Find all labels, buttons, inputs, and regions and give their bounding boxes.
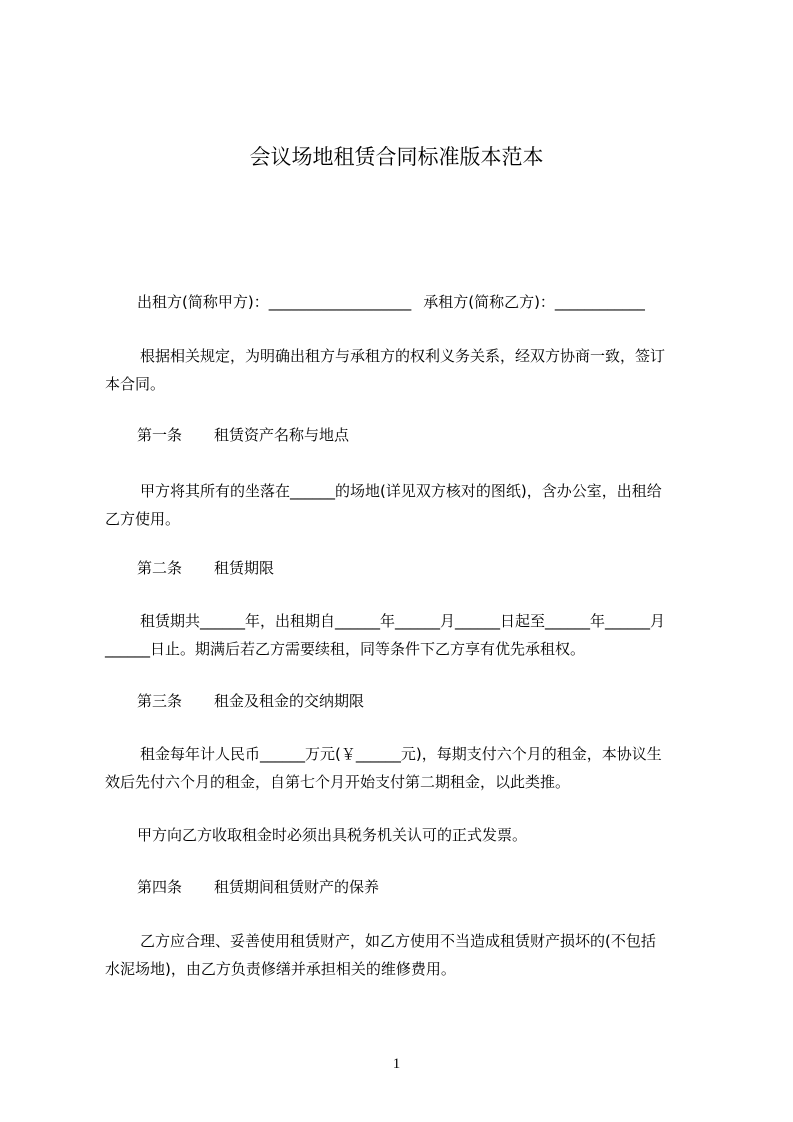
- article-4-title: 租赁期间租赁财产的保养: [214, 878, 380, 896]
- article-2-line-2: ______日止。期满后若乙方需要续租，同等条件下乙方享有优先承租权。: [105, 640, 586, 658]
- article-1-title: 租赁资产名称与地点: [214, 426, 350, 444]
- page-number: 1: [392, 1056, 401, 1072]
- parties-line: [137, 292, 645, 312]
- article-2-number: 第二条: [137, 559, 183, 577]
- lessor-field: 出租方(简称甲方)：___________________: [137, 293, 412, 311]
- article-3-line-2: 效后先付六个月的租金，自第七个月开始支付第二期租金，以此类推。: [105, 773, 571, 791]
- article-4-line-2: 水泥场地)，由乙方负责修缮并承担相关的维修费用。: [105, 960, 456, 978]
- intro-line-1: 根据相关规定，为明确出租方与承租方的权利义务关系，经双方协商一致，签订: [140, 347, 666, 365]
- document-title: 会议场地租赁合同标准版本范本: [249, 145, 544, 169]
- article-3-line-3: 甲方向乙方收取租金时必须出具税务机关认可的正式发票。: [137, 826, 528, 844]
- article-3-line-1: 租金每年计人民币______万元(￥______元)，每期支付六个月的租金，本协议生: [140, 745, 662, 763]
- article-2-title: 租赁期限: [214, 559, 275, 577]
- intro-line-2: 本合同。: [105, 375, 166, 393]
- article-4-number: 第四条: [137, 878, 183, 896]
- article-2-line-1: 租赁期共______年，出租期自______年______月______日起至______年______月: [140, 612, 666, 630]
- lessee-field: 承租方(简称乙方)：____________: [423, 293, 645, 311]
- article-1-heading: [137, 425, 349, 445]
- article-3-title: 租金及租金的交纳期限: [214, 692, 365, 710]
- article-1-line-2: 乙方使用。: [105, 510, 181, 528]
- article-4-heading: [137, 877, 379, 897]
- article-3-number: 第三条: [137, 692, 183, 710]
- article-4-line-1: 乙方应合理、妥善使用租赁财产，如乙方使用不当造成租赁财产损坏的(不包括: [140, 932, 656, 950]
- article-1-line-1: 甲方将其所有的坐落在______的场地(详见双方核对的图纸)，含办公室，出租给: [140, 482, 662, 500]
- article-3-heading: [137, 691, 364, 711]
- article-2-heading: [137, 558, 274, 578]
- article-1-number: 第一条: [137, 426, 183, 444]
